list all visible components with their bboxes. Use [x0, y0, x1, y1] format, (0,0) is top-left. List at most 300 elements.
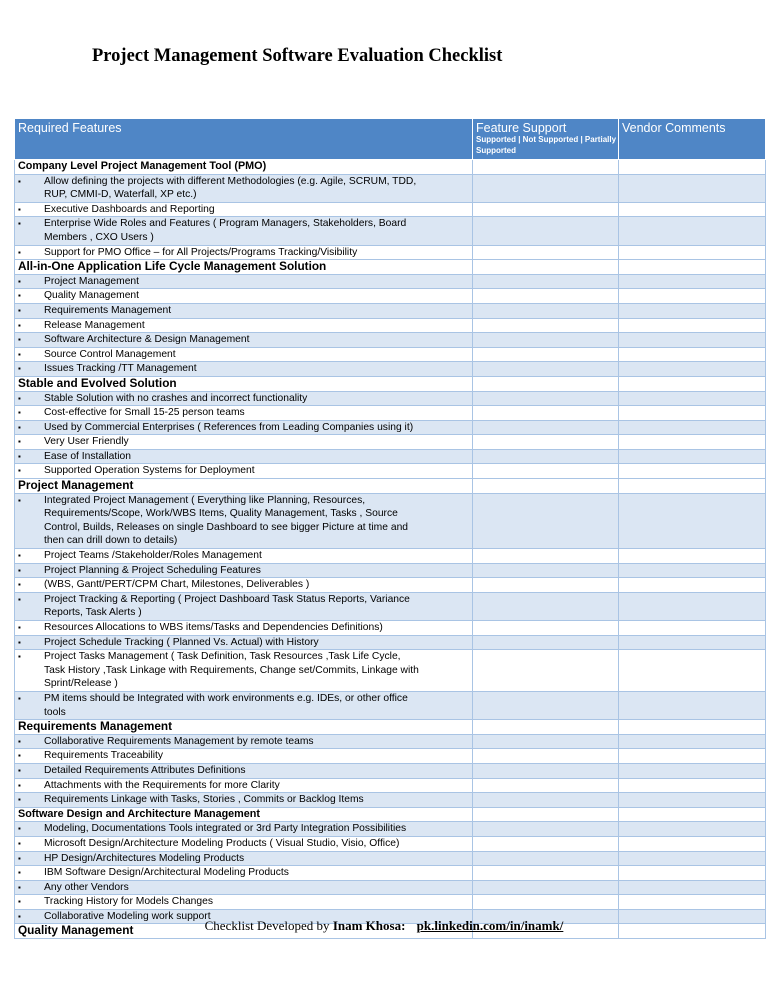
- feature-support-cell[interactable]: [473, 836, 619, 851]
- checklist-item-text: [44, 333, 464, 347]
- bullet-icon: ▪: [18, 451, 21, 461]
- checklist-item-text: [44, 304, 464, 318]
- vendor-comments-cell[interactable]: [619, 749, 766, 764]
- feature-support-cell[interactable]: [473, 362, 619, 377]
- checklist-item-row: [15, 793, 766, 808]
- bullet-icon: ▪: [18, 623, 21, 632]
- footer-prefix: Checklist Developed by: [204, 918, 330, 933]
- checklist-item-row: [15, 578, 766, 593]
- checklist-item-line: PM items should be Integrated with work environments e.g. IDEs, or other office: [44, 692, 408, 704]
- checklist-item-line: Stable Solution with no crashes and incorrect functionality: [44, 392, 308, 404]
- checklist-item-row: [15, 391, 766, 406]
- bullet-icon: ▪: [18, 364, 21, 374]
- checklist-item: [15, 621, 473, 636]
- feature-support-cell[interactable]: [473, 333, 619, 348]
- vendor-comments-cell[interactable]: [619, 174, 766, 202]
- vendor-comments-cell[interactable]: [619, 362, 766, 377]
- section-title: Quality Management: [15, 924, 473, 939]
- checklist-item-row: [15, 549, 766, 564]
- checklist-item: [15, 289, 473, 304]
- checklist-item: [15, 274, 473, 289]
- checklist-item: [15, 592, 473, 620]
- checklist-item: [15, 245, 473, 260]
- checklist-item: [15, 174, 473, 202]
- checklist-item-line: Cost-effective for Small 15-25 person teams: [44, 407, 245, 419]
- feature-support-cell[interactable]: [473, 866, 619, 881]
- bullet-icon: ▪: [18, 466, 21, 476]
- feature-support-cell[interactable]: [473, 391, 619, 406]
- feature-support-cell[interactable]: [473, 406, 619, 421]
- checklist-item-line: Quality Management: [44, 290, 140, 302]
- checklist-item-text: [44, 749, 464, 763]
- section-title: Stable and Evolved Solution: [15, 376, 473, 391]
- checklist-item-row: [15, 650, 766, 692]
- checklist-item: [15, 691, 473, 719]
- bullet-icon: ▪: [18, 911, 21, 921]
- checklist-item-line: then can drill down to details): [44, 535, 178, 547]
- checklist-item-row: [15, 274, 766, 289]
- bullet-icon: ▪: [18, 276, 21, 286]
- checklist-item-line: Project Schedule Tracking ( Planned Vs. Actual) with History: [44, 636, 319, 648]
- vendor-comments-cell[interactable]: [619, 836, 766, 851]
- bullet-icon: ▪: [18, 335, 21, 345]
- bullet-icon: ▪: [18, 247, 21, 257]
- section-row: [15, 260, 766, 275]
- checklist-item: [15, 734, 473, 749]
- feature-support-cell[interactable]: [473, 376, 619, 391]
- feature-support-cell[interactable]: [473, 592, 619, 620]
- checklist-item-row: [15, 563, 766, 578]
- feature-support-cell[interactable]: [473, 563, 619, 578]
- checklist-item-row: [15, 217, 766, 245]
- checklist-item-row: [15, 289, 766, 304]
- vendor-comments-cell[interactable]: [619, 720, 766, 735]
- feature-support-cell[interactable]: [473, 822, 619, 837]
- header-required-features: Required Features: [15, 119, 473, 160]
- feature-support-cell[interactable]: [473, 734, 619, 749]
- checklist-item-text: [44, 852, 464, 866]
- vendor-comments-cell[interactable]: [619, 880, 766, 895]
- checklist-item-line: Enterprise Wide Roles and Features ( Program Managers, Stakeholders, Board: [44, 218, 407, 230]
- checklist-item-text: [44, 392, 464, 406]
- checklist-item: [15, 406, 473, 421]
- feature-support-cell[interactable]: [473, 895, 619, 910]
- checklist-item-row: [15, 406, 766, 421]
- checklist-item-text: [44, 822, 464, 836]
- checklist-item: [15, 318, 473, 333]
- vendor-comments-cell[interactable]: [619, 763, 766, 778]
- checklist-item-text: [44, 692, 464, 719]
- feature-support-options: Supported | Not Supported | Partially Supported: [476, 135, 617, 155]
- checklist-item-text: [44, 348, 464, 362]
- vendor-comments-cell[interactable]: [619, 420, 766, 435]
- checklist-item-line: Requirements Traceability: [44, 750, 164, 762]
- checklist-item-text: [44, 464, 464, 478]
- checklist-table: [14, 118, 766, 939]
- checklist-item-row: [15, 866, 766, 881]
- checklist-item-line: Collaborative Requirements Management by remote teams: [44, 735, 314, 747]
- checklist-item-line: Requirements Management: [44, 304, 172, 316]
- bullet-icon: ▪: [18, 551, 21, 561]
- bullet-icon: ▪: [18, 305, 21, 315]
- checklist-item-row: [15, 333, 766, 348]
- bullet-icon: ▪: [18, 897, 21, 907]
- checklist-item-row: [15, 493, 766, 548]
- bullet-icon: ▪: [18, 594, 21, 604]
- checklist-item: [15, 749, 473, 764]
- vendor-comments-cell[interactable]: [619, 333, 766, 348]
- bullet-icon: ▪: [18, 204, 21, 214]
- bullet-icon: ▪: [18, 824, 21, 834]
- checklist-item-row: [15, 734, 766, 749]
- feature-support-cell[interactable]: [473, 289, 619, 304]
- checklist-item: [15, 493, 473, 548]
- checklist-item-line: Sprint/Release ): [44, 678, 118, 690]
- checklist-item-row: [15, 592, 766, 620]
- checklist-item-text: [44, 564, 464, 578]
- checklist-item-row: [15, 420, 766, 435]
- bullet-icon: ▪: [18, 393, 21, 403]
- checklist-item-text: [44, 636, 464, 650]
- vendor-comments-cell[interactable]: [619, 303, 766, 318]
- checklist-item-line: Modeling, Documentations Tools integrated or 3rd Party Integration Possibilities: [44, 823, 407, 835]
- checklist-item: [15, 793, 473, 808]
- checklist-item-line: Detailed Requirements Attributes Definitions: [44, 764, 246, 776]
- checklist-item-line: Support for PMO Office – for All Projects/Programs Tracking/Visibility: [44, 246, 358, 258]
- checklist-item-line: Source Control Management: [44, 348, 176, 360]
- vendor-comments-cell[interactable]: [619, 895, 766, 910]
- feature-support-cell[interactable]: [473, 420, 619, 435]
- bullet-icon: ▪: [18, 637, 21, 647]
- bullet-icon: ▪: [18, 580, 21, 590]
- bullet-icon: ▪: [18, 291, 21, 301]
- checklist-item-text: [44, 895, 464, 909]
- vendor-comments-cell[interactable]: [619, 778, 766, 793]
- checklist-item-line: Project Tasks Management ( Task Definition, Task Resources ,Task Life Cycle,: [44, 651, 401, 663]
- feature-support-cell[interactable]: [473, 778, 619, 793]
- vendor-comments-cell[interactable]: [619, 734, 766, 749]
- checklist-item-line: Used by Commercial Enterprises ( References from Leading Companies using it): [44, 421, 414, 433]
- checklist-item-line: Integrated Project Management ( Everything like Planning, Resources,: [44, 494, 366, 506]
- vendor-comments-cell[interactable]: [619, 376, 766, 391]
- checklist-item-line: (WBS, Gantt/PERT/CPM Chart, Milestones, Deliverables ): [44, 579, 310, 591]
- bullet-icon: ▪: [18, 437, 21, 447]
- checklist-item-line: HP Design/Architectures Modeling Products: [44, 852, 245, 864]
- feature-support-cell[interactable]: [473, 274, 619, 289]
- checklist-item: [15, 763, 473, 778]
- checklist-item-line: Requirements/Scope, Work/WBS Items, Quality Management, Tasks , Source: [44, 508, 398, 520]
- checklist-item-text: [44, 406, 464, 420]
- feature-support-cell[interactable]: [473, 479, 619, 494]
- bullet-icon: ▪: [18, 693, 21, 703]
- feature-support-cell[interactable]: [473, 650, 619, 692]
- feature-support-cell[interactable]: [473, 260, 619, 275]
- checklist-item-line: Collaborative Modeling work support: [44, 910, 211, 922]
- checklist-item-text: [44, 837, 464, 851]
- vendor-comments-cell[interactable]: [619, 406, 766, 421]
- checklist-item-text: [44, 593, 464, 620]
- vendor-comments-cell[interactable]: [619, 318, 766, 333]
- checklist-item: [15, 464, 473, 479]
- bullet-icon: ▪: [18, 565, 21, 575]
- feature-support-cell[interactable]: [473, 435, 619, 450]
- checklist-item-line: Executive Dashboards and Reporting: [44, 203, 215, 215]
- checklist-item-text: [44, 450, 464, 464]
- bullet-icon: ▪: [18, 751, 21, 761]
- vendor-comments-cell[interactable]: [619, 866, 766, 881]
- checklist-item-line: Reports, Task Alerts ): [44, 607, 142, 619]
- checklist-item-text: [44, 650, 464, 691]
- checklist-item-text: [44, 735, 464, 749]
- checklist-item-text: [44, 435, 464, 449]
- feature-support-cell[interactable]: [473, 217, 619, 245]
- checklist-item-text: [44, 621, 464, 635]
- checklist-item-line: Tracking History for Models Changes: [44, 896, 214, 908]
- bullet-icon: ▪: [18, 652, 21, 662]
- checklist-item-text: [44, 246, 464, 260]
- checklist-item-row: [15, 347, 766, 362]
- checklist-item: [15, 435, 473, 450]
- checklist-item: [15, 362, 473, 377]
- checklist-item: [15, 851, 473, 866]
- checklist-item-line: Attachments with the Requirements for more Clarity: [44, 779, 280, 791]
- feature-support-cell[interactable]: [473, 347, 619, 362]
- checklist-item-line: tools: [44, 706, 66, 718]
- checklist-item-text: [44, 578, 464, 592]
- vendor-comments-cell[interactable]: [619, 479, 766, 494]
- bullet-icon: ▪: [18, 495, 21, 505]
- section-title: Company Level Project Management Tool (PMO): [15, 160, 473, 175]
- checklist-item: [15, 778, 473, 793]
- feature-support-cell[interactable]: [473, 749, 619, 764]
- checklist-item-row: [15, 822, 766, 837]
- vendor-comments-cell[interactable]: [619, 578, 766, 593]
- vendor-comments-cell[interactable]: [619, 274, 766, 289]
- checklist-item-line: Project Teams /Stakeholder/Roles Management: [44, 550, 262, 562]
- checklist-item-row: [15, 362, 766, 377]
- bullet-icon: ▪: [18, 882, 21, 892]
- checklist-item-text: [44, 362, 464, 376]
- section-row: [15, 376, 766, 391]
- vendor-comments-cell[interactable]: [619, 563, 766, 578]
- section-title: Software Design and Architecture Management: [15, 807, 473, 822]
- bullet-icon: ▪: [18, 176, 21, 186]
- feature-support-cell[interactable]: [473, 245, 619, 260]
- header-feature-support: Feature Support Supported | Not Supported | Partially Supported: [473, 119, 619, 160]
- feature-support-cell[interactable]: [473, 793, 619, 808]
- section-row: [15, 479, 766, 494]
- table-header-row: [15, 119, 766, 160]
- vendor-comments-cell[interactable]: [619, 464, 766, 479]
- checklist-item-line: Control, Builds, Releases on single Dashboard to see bigger Picture at time and: [44, 521, 409, 533]
- vendor-comments-cell[interactable]: [619, 435, 766, 450]
- feature-support-cell[interactable]: [473, 621, 619, 636]
- checklist-item-text: [44, 217, 464, 244]
- checklist-item-text: [44, 421, 464, 435]
- section-row: [15, 160, 766, 175]
- checklist-item-line: Issues Tracking /TT Management: [44, 363, 197, 375]
- bullet-icon: ▪: [18, 868, 21, 878]
- section-title: Requirements Management: [15, 720, 473, 735]
- feature-support-cell[interactable]: [473, 578, 619, 593]
- checklist-item-row: [15, 895, 766, 910]
- checklist-item-row: [15, 691, 766, 719]
- bullet-icon: ▪: [18, 765, 21, 775]
- checklist-item-line: Project Tracking & Reporting ( Project Dashboard Task Status Reports, Variance: [44, 593, 410, 605]
- section-row: [15, 720, 766, 735]
- checklist-item-line: Project Management: [44, 275, 140, 287]
- vendor-comments-cell[interactable]: [619, 289, 766, 304]
- bullet-icon: ▪: [18, 320, 21, 330]
- checklist-item-line: Supported Operation Systems for Deployment: [44, 465, 255, 477]
- bullet-icon: ▪: [18, 853, 21, 863]
- feature-support-cell[interactable]: [473, 202, 619, 217]
- bullet-icon: ▪: [18, 219, 21, 229]
- feature-support-cell[interactable]: [473, 851, 619, 866]
- checklist-item-line: Task History ,Task Linkage with Requirements, Change set/Commits, Linkage with: [44, 664, 419, 676]
- checklist-item-line: Requirements Linkage with Tasks, Stories , Commits or Backlog Items: [44, 794, 364, 806]
- checklist-item-line: Microsoft Design/Architecture Modeling Products ( Visual Studio, Visio, Office): [44, 837, 400, 849]
- checklist-item-row: [15, 449, 766, 464]
- feature-support-cell[interactable]: [473, 318, 619, 333]
- checklist-item-row: [15, 318, 766, 333]
- feature-support-cell[interactable]: [473, 174, 619, 202]
- checklist-item-row: [15, 851, 766, 866]
- checklist-item: [15, 391, 473, 406]
- checklist-item-row: [15, 763, 766, 778]
- checklist-item-line: Resources Allocations to WBS items/Tasks and Dependencies Definitions): [44, 622, 383, 633]
- checklist-item-row: [15, 245, 766, 260]
- vendor-comments-cell[interactable]: [619, 217, 766, 245]
- feature-support-cell[interactable]: [473, 464, 619, 479]
- checklist-item-line: IBM Software Design/Architectural Modeling Products: [44, 867, 289, 879]
- feature-support-cell[interactable]: [473, 160, 619, 175]
- checklist-item-row: [15, 880, 766, 895]
- section-title: All-in-One Application Life Cycle Management Solution: [15, 260, 473, 275]
- checklist-item: [15, 866, 473, 881]
- checklist-item-text: [44, 881, 464, 895]
- checklist-item-row: [15, 435, 766, 450]
- checklist-item-line: Release Management: [44, 319, 145, 331]
- checklist-item-text: [44, 764, 464, 778]
- vendor-comments-cell[interactable]: [619, 650, 766, 692]
- feature-support-cell[interactable]: [473, 763, 619, 778]
- checklist-item-row: [15, 836, 766, 851]
- checklist-item: [15, 563, 473, 578]
- vendor-comments-cell[interactable]: [619, 793, 766, 808]
- vendor-comments-cell[interactable]: [619, 851, 766, 866]
- checklist-item-line: RUP, CMMI-D, Waterfall, XP etc.): [44, 189, 197, 201]
- checklist-item-row: [15, 635, 766, 650]
- checklist-item-row: [15, 778, 766, 793]
- vendor-comments-cell[interactable]: [619, 160, 766, 175]
- checklist-item-line: Software Architecture & Design Management: [44, 334, 250, 346]
- checklist-item: [15, 303, 473, 318]
- checklist-item-line: Any other Vendors: [44, 881, 129, 893]
- checklist-item: [15, 635, 473, 650]
- vendor-comments-cell[interactable]: [619, 807, 766, 822]
- vendor-comments-cell[interactable]: [619, 621, 766, 636]
- checklist-item: [15, 836, 473, 851]
- checklist-item-row: [15, 174, 766, 202]
- checklist-item-text: [44, 866, 464, 880]
- checklist-item-text: [44, 793, 464, 807]
- checklist-item-text: [44, 494, 464, 548]
- checklist-item-line: Ease of Installation: [44, 450, 132, 462]
- vendor-comments-cell[interactable]: [619, 592, 766, 620]
- checklist-item-text: [44, 549, 464, 563]
- bullet-icon: ▪: [18, 408, 21, 418]
- checklist-item: [15, 549, 473, 564]
- header-vendor-comments: Vendor Comments: [619, 119, 766, 160]
- vendor-comments-cell[interactable]: [619, 391, 766, 406]
- checklist-item-row: [15, 749, 766, 764]
- vendor-comments-cell[interactable]: [619, 347, 766, 362]
- vendor-comments-cell[interactable]: [619, 260, 766, 275]
- feature-support-cell[interactable]: [473, 635, 619, 650]
- checklist-item-line: Members , CXO Users ): [44, 231, 154, 243]
- vendor-comments-cell[interactable]: [619, 449, 766, 464]
- checklist-item: [15, 420, 473, 435]
- checklist-item: [15, 880, 473, 895]
- feature-support-cell[interactable]: [473, 303, 619, 318]
- footer-author: Inam Khosa:: [332, 918, 406, 933]
- checklist-item-text: [44, 319, 464, 333]
- checklist-item: [15, 217, 473, 245]
- footer: [0, 918, 768, 934]
- checklist-item-text: [44, 175, 464, 202]
- checklist-item-row: [15, 202, 766, 217]
- section-title: Project Management: [15, 479, 473, 494]
- vendor-comments-cell[interactable]: [619, 691, 766, 719]
- checklist-item-line: Very User Friendly: [44, 436, 129, 448]
- feature-support-cell[interactable]: [473, 691, 619, 719]
- checklist-item: [15, 822, 473, 837]
- feature-support-cell[interactable]: [473, 493, 619, 548]
- vendor-comments-cell[interactable]: [619, 493, 766, 548]
- footer-link[interactable]: pk.linkedin.com/in/inamk/: [416, 918, 564, 933]
- bullet-icon: ▪: [18, 780, 21, 790]
- checklist-item: [15, 202, 473, 217]
- checklist-item-text: [44, 779, 464, 793]
- vendor-comments-cell[interactable]: [619, 245, 766, 260]
- checklist-item-line: Project Planning & Project Scheduling Features: [44, 564, 261, 576]
- vendor-comments-cell[interactable]: [619, 549, 766, 564]
- checklist-item: [15, 333, 473, 348]
- feature-support-cell[interactable]: [473, 720, 619, 735]
- vendor-comments-cell[interactable]: [619, 635, 766, 650]
- checklist-item: [15, 578, 473, 593]
- vendor-comments-cell[interactable]: [619, 822, 766, 837]
- checklist-item-row: [15, 303, 766, 318]
- checklist-item-text: [44, 275, 464, 289]
- bullet-icon: ▪: [18, 795, 21, 805]
- checklist-item: [15, 347, 473, 362]
- feature-support-cell[interactable]: [473, 549, 619, 564]
- checklist-item: [15, 895, 473, 910]
- vendor-comments-cell[interactable]: [619, 202, 766, 217]
- bullet-icon: ▪: [18, 736, 21, 746]
- section-row: [15, 807, 766, 822]
- bullet-icon: ▪: [18, 349, 21, 359]
- bullet-icon: ▪: [18, 422, 21, 432]
- checklist-item-text: [44, 203, 464, 217]
- bullet-icon: ▪: [18, 838, 21, 848]
- page-title: Project Management Software Evaluation Checklist: [92, 46, 503, 66]
- feature-support-cell[interactable]: [473, 807, 619, 822]
- feature-support-cell[interactable]: [473, 880, 619, 895]
- feature-support-cell[interactable]: [473, 449, 619, 464]
